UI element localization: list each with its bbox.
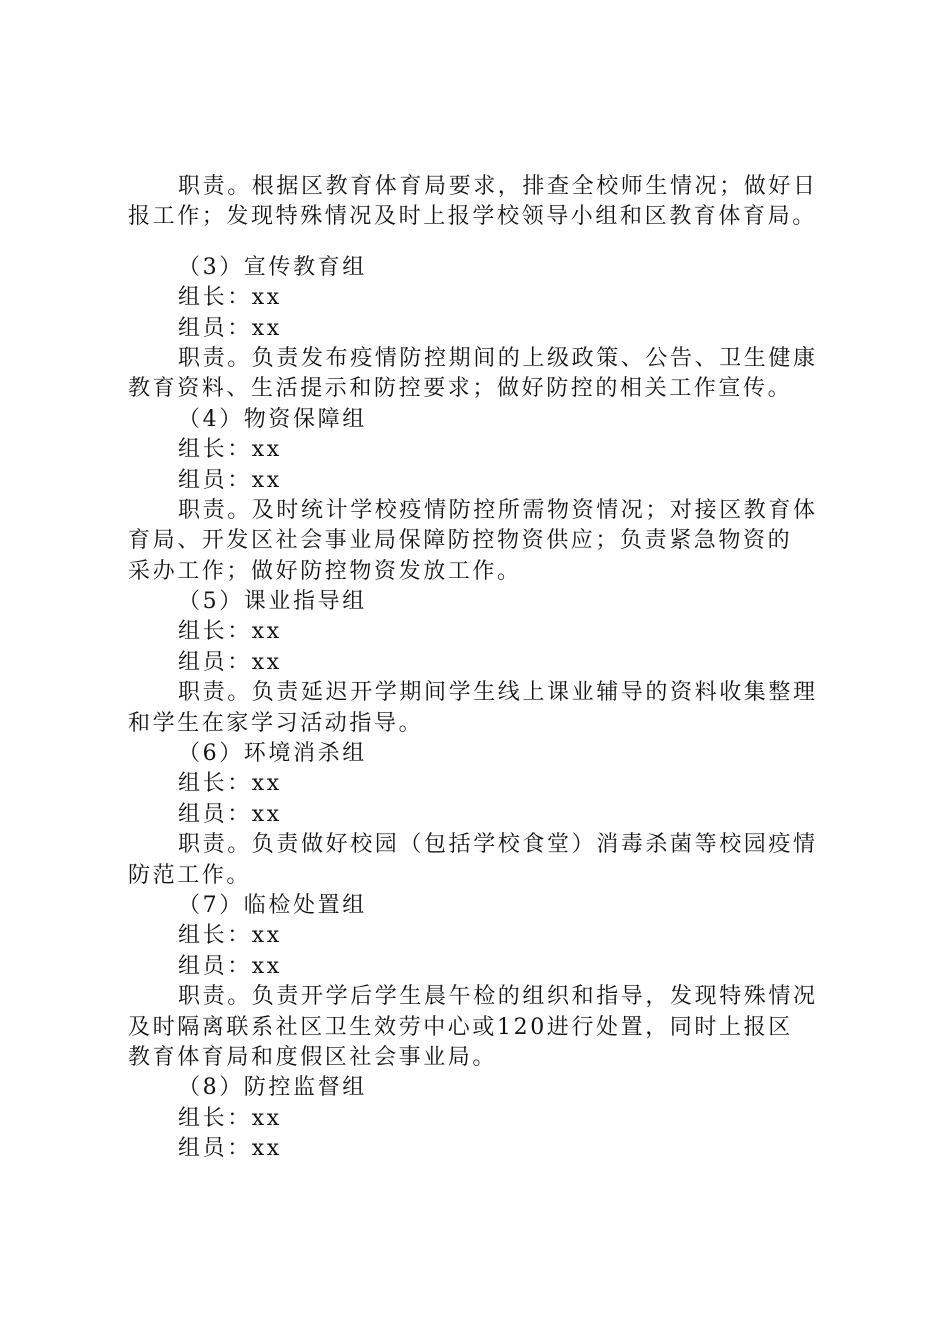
group-4-leader: 组长：xx (178, 437, 282, 463)
group-4-duty-line-3: 采办工作；做好防控物资发放工作。 (128, 558, 522, 584)
group-3-duty-line-2: 教育资料、生活提示和防控要求；做好防控的相关工作宣传。 (128, 376, 793, 402)
document-page (128, 172, 840, 1165)
group-7-members: 组员：xx (178, 953, 282, 979)
group-5-members: 组员：xx (178, 649, 282, 675)
group-6-leader: 组长：xx (178, 771, 282, 797)
group-3-members: 组员：xx (178, 315, 282, 341)
group-6-heading: （6）环境消杀组 (178, 741, 367, 767)
group-5-heading: （5）课业指导组 (178, 589, 367, 615)
group-5-duty-line-1: 职责。负责延迟开学期间学生线上课业辅导的资料收集整理 (178, 680, 818, 706)
group-6-duty-line-2: 防范工作。 (128, 862, 252, 888)
group-7-leader: 组长：xx (178, 923, 282, 949)
group-3-heading: （3）宣传教育组 (178, 254, 367, 280)
group-7-duty-line-3: 教育体育局和度假区社会事业局。 (128, 1044, 498, 1070)
group-7-duty-line-1: 职责。负责开学后学生晨午检的组织和指导，发现特殊情况 (178, 984, 818, 1010)
group-4-heading: （4）物资保障组 (178, 406, 367, 432)
group-7-duty-line-2: 及时隔离联系社区卫生效劳中心或120进行处置，同时上报区 (128, 1014, 793, 1040)
group-4-duty-line-1: 职责。及时统计学校疫情防控所需物资情况；对接区教育体 (178, 497, 818, 523)
group-6-members: 组员：xx (178, 801, 282, 827)
group-7-heading: （7）临检处置组 (178, 892, 367, 918)
group-8-leader: 组长：xx (178, 1105, 282, 1131)
intro-duty-line-2: 报工作；发现特殊情况及时上报学校领导小组和区教育体育局。 (128, 204, 817, 230)
group-4-duty-line-2: 育局、开发区社会事业局保障防控物资供应；负责紧急物资的 (128, 528, 793, 554)
group-3-duty-line-1: 职责。负责发布疫情防控期间的上级政策、公告、卫生健康 (178, 345, 818, 371)
group-5-duty-line-2: 和学生在家学习活动指导。 (128, 710, 424, 736)
intro-duty-line-1: 职责。根据区教育体育局要求，排查全校师生情况；做好日 (178, 174, 818, 199)
group-8-heading: （8）防控监督组 (178, 1075, 367, 1101)
group-5-leader: 组长：xx (178, 619, 282, 645)
group-4-members: 组员：xx (178, 467, 282, 493)
group-8-members: 组员：xx (178, 1136, 282, 1162)
group-6-duty-line-1: 职责。负责做好校园（包括学校食堂）消毒杀菌等校园疫情 (178, 832, 818, 858)
group-3-leader: 组长：xx (178, 285, 282, 311)
